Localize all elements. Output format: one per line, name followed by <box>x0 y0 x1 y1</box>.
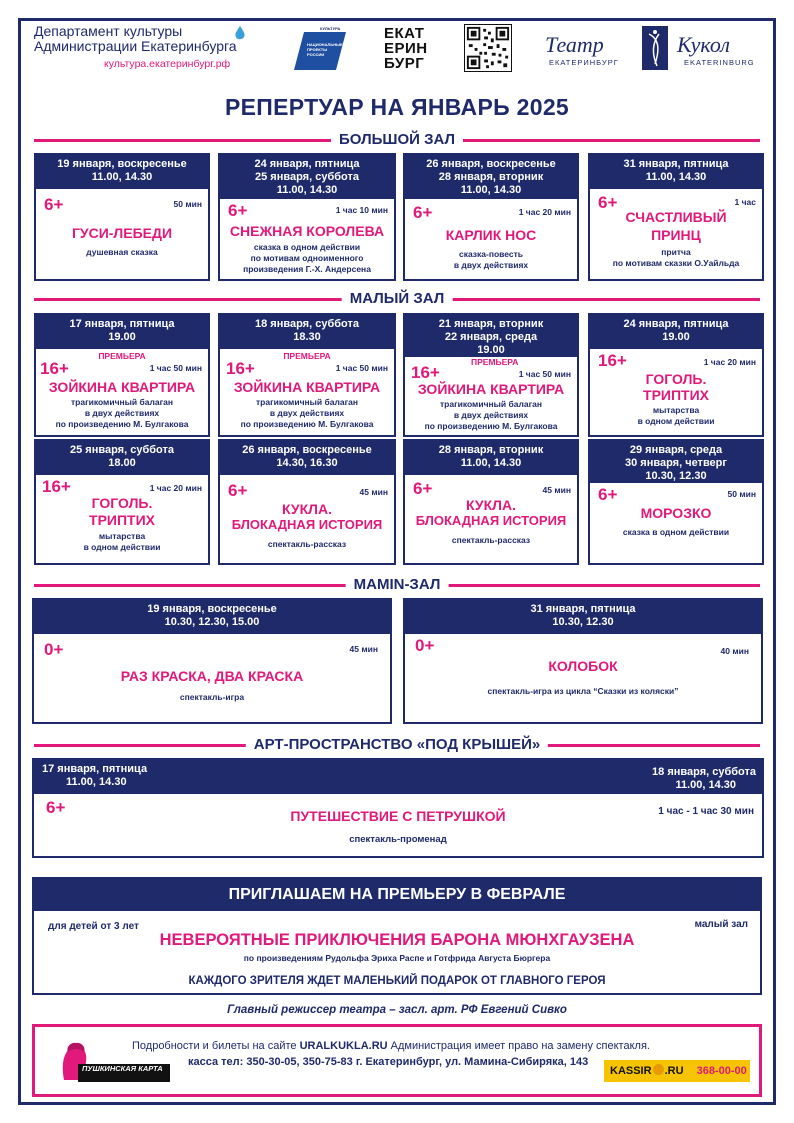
premiere-badge: ПРЕМЬЕРА <box>471 357 519 367</box>
event-title: КАРЛИК НОС <box>445 227 537 243</box>
event-header <box>590 441 762 483</box>
event-time: 11.00, 14.30 <box>276 184 338 196</box>
event-card[interactable] <box>403 439 579 565</box>
age-rating: 16+ <box>411 363 440 382</box>
section-title: МАЛЫЙ ЗАЛ <box>342 290 453 308</box>
event-time: 10.30, 12.30 <box>552 616 614 628</box>
event-date: 28 января, вторник <box>438 444 544 456</box>
event-time: 10.30, 12.30, 15.00 <box>164 616 260 628</box>
kassir-phone: 368-00-00 <box>696 1065 747 1077</box>
event-card[interactable] <box>403 598 763 724</box>
theater-script-1: Театр <box>545 32 604 57</box>
ekb-line3: БУРГ <box>384 55 425 72</box>
premiere-badge: ПРЕМЬЕРА <box>283 351 331 361</box>
event-desc-1: притча <box>661 247 691 257</box>
dept-line1: Департамент культуры <box>34 23 183 39</box>
kassir-text: KASSIR <box>610 1065 652 1077</box>
event-title: КУКЛА. <box>282 501 332 517</box>
event-desc-2: в одном действии <box>83 542 161 552</box>
age-rating: 16+ <box>42 477 71 496</box>
event-desc: душевная сказка <box>86 247 158 257</box>
duration: 1 час <box>734 197 756 207</box>
theater-sub-ru: ЕКАТЕРИНБУРГ <box>549 58 619 67</box>
event-desc-1: сказка в одном действии <box>622 527 730 537</box>
section-title: БОЛЬШОЙ ЗАЛ <box>331 131 463 149</box>
event-card[interactable] <box>34 313 210 437</box>
event-title: РАЗ КРАСКА, ДВА КРАСКА <box>120 668 304 684</box>
age-rating: 6+ <box>46 798 66 817</box>
event-date: 24 января, пятница <box>623 318 729 330</box>
section-big-hall <box>34 133 760 147</box>
event-title: СНЕЖНАЯ КОРОЛЕВА <box>229 223 385 239</box>
event-time: 19.00 <box>662 331 690 343</box>
event-desc-1: трагикомичный балаган <box>439 399 542 409</box>
event-body <box>224 351 390 431</box>
event-time: 11.00, 14.30 <box>460 457 522 469</box>
theater-script-2: Кукол <box>677 32 730 57</box>
event-title: ГОГОЛЬ. <box>645 371 707 387</box>
duration: 45 мин <box>542 485 571 495</box>
dept-line2: Администрации Екатеринбурга <box>34 38 237 54</box>
event-date-2: 22 января, среда <box>444 331 538 343</box>
event-desc-1: спектакль-игра из цикла “Сказки из коляски” <box>487 686 679 696</box>
event-header <box>36 155 208 189</box>
event-time-right: 11.00, 14.30 <box>675 779 736 791</box>
premiere-invite[interactable] <box>32 877 762 995</box>
age-rating: 6+ <box>44 195 64 214</box>
event-header <box>220 155 394 199</box>
invite-hall-note: малый зал <box>694 919 748 930</box>
event-desc-2: по мотивам сказки О.Уайльда <box>612 258 740 268</box>
footer-line1 <box>132 1040 692 1052</box>
qr-code[interactable] <box>464 24 512 72</box>
event-body <box>224 199 390 275</box>
event-card[interactable] <box>403 153 579 281</box>
age-rating: 0+ <box>415 636 435 655</box>
invite-header: ПРИГЛАШАЕМ НА ПРЕМЬЕРУ В ФЕВРАЛЕ <box>34 879 760 911</box>
event-title: ПУТЕШЕСТВИЕ С ПЕТРУШКОЙ <box>290 808 506 824</box>
event-body <box>40 477 204 559</box>
event-body <box>40 351 204 431</box>
event-card[interactable] <box>588 439 764 565</box>
event-date: 31 января, пятница <box>530 603 636 615</box>
event-body <box>38 636 386 718</box>
event-date: 24 января, пятница <box>254 158 360 170</box>
event-body <box>409 636 757 718</box>
event-card[interactable] <box>403 313 579 437</box>
duration: 1 час 50 мин <box>335 363 388 373</box>
event-date: 31 января, пятница <box>623 158 729 170</box>
invite-desc: по произведениям Рудольфа Эриха Распе и Готфрида Августа Бюргера <box>243 953 551 963</box>
age-rating: 6+ <box>228 481 248 500</box>
invite-gift: КАЖДОГО ЗРИТЕЛЯ ЖДЕТ МАЛЕНЬКИЙ ПОДАРОК ОТ ГЛАВНОГО ГЕРОЯ <box>188 975 606 987</box>
duration: 50 мин <box>727 489 756 499</box>
event-time: 11.00, 14.30 <box>645 171 707 183</box>
duration: 40 мин <box>720 646 749 656</box>
event-desc-2: в двух действиях <box>84 408 160 418</box>
section-art-space <box>34 738 760 752</box>
ekaterinburg-logo <box>384 26 428 71</box>
event-desc-1: сказка-повесть <box>458 249 524 259</box>
event-time: 19.00 <box>477 344 505 356</box>
event-date: 19 января, воскресенье <box>147 603 277 615</box>
event-title-2: ТРИПТИХ <box>89 512 155 528</box>
event-time: 11.00, 14.30 <box>460 184 522 196</box>
age-rating: 6+ <box>598 485 618 504</box>
event-date: 29 января, среда <box>629 444 723 456</box>
section-small-hall <box>34 292 760 306</box>
pushkin-card-label: ПУШКИНСКАЯ КАРТА <box>78 1064 170 1082</box>
event-card[interactable] <box>588 153 764 281</box>
event-date: 19 января, воскресенье <box>57 158 187 170</box>
event-header <box>590 155 762 189</box>
duration: 1 час 20 мин <box>703 357 756 367</box>
event-desc-2: в двух действиях <box>453 260 529 270</box>
duration: 1 час 20 мин <box>149 483 202 493</box>
drop-icon <box>234 26 246 40</box>
event-header <box>590 315 762 349</box>
dept-url[interactable]: культура.екатеринбург.рф <box>104 58 231 70</box>
event-header <box>220 441 394 475</box>
event-body <box>40 191 204 275</box>
event-desc-2: в двух действиях <box>453 410 529 420</box>
event-title-2: БЛОКАДНАЯ ИСТОРИЯ <box>415 513 567 528</box>
event-body <box>224 477 390 559</box>
svg-text:НАЦИОНАЛЬНЫЕ: НАЦИОНАЛЬНЫЕ <box>307 42 343 47</box>
event-header <box>405 155 577 199</box>
event-header <box>405 600 761 634</box>
event-time: 18.00 <box>108 457 136 469</box>
footer-notice: Администрация имеет право на замену спектакля. <box>387 1040 650 1052</box>
event-time: 19.00 <box>108 331 136 343</box>
department-logo <box>34 24 237 72</box>
event-body <box>409 199 573 275</box>
event-desc-1: спектакль-рассказ <box>451 535 531 545</box>
event-time: 18.30 <box>293 331 321 343</box>
event-date-2: 28 января, вторник <box>438 171 544 183</box>
invite-title: НЕВЕРОЯТНЫЕ ПРИКЛЮЧЕНИЯ БАРОНА МЮНХГАУЗЕНА <box>159 931 635 949</box>
age-rating: 6+ <box>598 193 618 212</box>
event-desc-2: в одном действии <box>637 416 715 426</box>
footer-line2: касса тел: 350-30-05, 350-75-83 г. Екатеринбург, ул. Мамина-Сибиряка, 143 <box>188 1056 589 1068</box>
event-title: ЗОЙКИНА КВАРТИРА <box>233 379 381 395</box>
kassir-ru: .RU <box>664 1065 684 1077</box>
event-date: 21 января, вторник <box>438 318 544 330</box>
event-date: 25 января, суббота <box>70 444 174 456</box>
event-header <box>36 315 208 349</box>
duration: 1 час - 1 час 30 мин <box>658 806 754 817</box>
event-desc-1: спектакль-игра <box>179 692 245 702</box>
event-title-2: БЛОКАДНАЯ ИСТОРИЯ <box>231 517 383 532</box>
duration: 1 час 50 мин <box>149 363 202 373</box>
event-time: 11.00, 14.30 <box>91 171 153 183</box>
event-time: 14.30, 16.30 <box>276 457 338 469</box>
event-body <box>409 357 573 431</box>
duration: 1 час 10 мин <box>335 205 388 215</box>
age-rating: 16+ <box>226 359 255 378</box>
event-card[interactable] <box>34 153 210 281</box>
event-date-2: 30 января, четверг <box>625 457 727 469</box>
page-title: РЕПЕРТУАР НА ЯНВАРЬ 2025 <box>224 94 569 120</box>
event-title-2: ТРИПТИХ <box>643 387 709 403</box>
footer-info-text: Подробности и билеты на сайте <box>132 1040 300 1052</box>
event-title: СЧАСТЛИВЫЙ <box>625 209 727 225</box>
event-title: ЗОЙКИНА КВАРТИРА <box>48 379 196 395</box>
age-rating: 6+ <box>413 479 433 498</box>
national-projects-logo <box>290 26 350 72</box>
event-desc-1: трагикомичный балаган <box>255 397 358 407</box>
event-card[interactable] <box>588 313 764 437</box>
event-desc-1: мытарства <box>652 405 700 415</box>
age-rating: 16+ <box>40 359 69 378</box>
event-title: КУКЛА. <box>466 497 516 513</box>
duration: 1 час 20 мин <box>518 207 571 217</box>
event-header <box>220 315 394 349</box>
duration: 50 мин <box>173 199 202 209</box>
director-credit: Главный режиссер театра – засл. арт. РФ Евгений Сивко <box>227 1004 567 1016</box>
event-desc-3: по произведению М. Булгакова <box>55 419 189 429</box>
ekb-line1: ЕКАТ <box>384 25 425 42</box>
event-desc-3: по произведению М. Булгакова <box>240 419 374 429</box>
event-header <box>36 441 208 475</box>
event-date: 18 января, суббота <box>255 318 359 330</box>
event-body <box>38 794 758 852</box>
footer-site-link[interactable]: URALKUKLA.RU <box>299 1040 388 1052</box>
ekb-line2: ЕРИН <box>384 40 428 57</box>
event-body <box>594 191 758 275</box>
event-desc-3: по произведению М. Булгакова <box>424 421 558 431</box>
event-card[interactable] <box>218 153 396 281</box>
invite-age-note: для детей от 3 лет <box>48 921 139 932</box>
event-body <box>594 351 758 431</box>
section-title: АРТ-ПРОСТРАНСТВО «ПОД КРЫШЕЙ» <box>246 736 548 754</box>
event-card[interactable] <box>218 313 396 437</box>
event-date: 26 января, воскресенье <box>426 158 556 170</box>
event-title: ГОГОЛЬ. <box>91 495 153 511</box>
duration: 45 мин <box>359 487 388 497</box>
event-desc: спектакль-променад <box>349 834 447 845</box>
section-mamin-hall <box>34 578 760 592</box>
svg-text:КУЛЬТУРА: КУЛЬТУРА <box>320 26 341 31</box>
event-body <box>594 483 758 559</box>
age-rating: 0+ <box>44 640 64 659</box>
event-desc-2: в двух действиях <box>269 408 345 418</box>
age-rating: 16+ <box>598 351 627 370</box>
event-title: ЗОЙКИНА КВАРТИРА <box>417 381 565 397</box>
svg-text:ПРОЕКТЫ: ПРОЕКТЫ <box>307 47 328 52</box>
event-header <box>34 760 762 794</box>
section-title: MAMIN-ЗАЛ <box>346 576 449 594</box>
duration: 1 час 50 мин <box>518 369 571 379</box>
duration: 45 мин <box>349 644 378 654</box>
event-card[interactable] <box>32 758 764 858</box>
age-rating: 6+ <box>413 203 433 222</box>
event-date-2: 25 января, суббота <box>255 171 359 183</box>
event-date-right: 18 января, суббота <box>652 766 756 778</box>
event-time-left: 11.00, 14.30 <box>66 776 127 788</box>
event-card[interactable] <box>218 439 396 565</box>
event-desc-2: по мотивам одноименного <box>250 253 364 263</box>
event-title: МОРОЗКО <box>640 505 712 521</box>
event-card[interactable] <box>34 439 210 565</box>
kassir-logo[interactable] <box>604 1060 750 1082</box>
event-date: 17 января, пятница <box>69 318 175 330</box>
kassir-smile-icon <box>653 1064 664 1075</box>
event-time: 10.30, 12.30 <box>645 470 707 482</box>
event-header <box>405 315 577 357</box>
event-header <box>405 441 577 475</box>
event-desc-1: трагикомичный балаган <box>70 397 173 407</box>
event-card[interactable] <box>32 598 392 724</box>
theater-sub-en: EKATERINBURG <box>684 58 755 67</box>
age-rating: 6+ <box>228 201 248 220</box>
premiere-badge: ПРЕМЬЕРА <box>98 351 146 361</box>
event-desc-1: сказка в одном действии <box>253 242 361 252</box>
svg-text:РОССИИ: РОССИИ <box>307 52 325 57</box>
event-header <box>34 600 390 634</box>
event-desc-1: спектакль-рассказ <box>267 539 347 549</box>
event-date: 26 января, воскресенье <box>242 444 372 456</box>
event-body <box>409 477 573 559</box>
event-desc-1: мытарства <box>98 531 146 541</box>
event-date-left: 17 января, пятница <box>42 763 148 775</box>
event-title: КОЛОБОК <box>548 658 618 674</box>
event-title-2: ПРИНЦ <box>651 227 701 243</box>
event-desc-3: произведения Г.-Х. Андерсена <box>243 264 371 274</box>
event-title: ГУСИ-ЛЕБЕДИ <box>71 225 173 241</box>
